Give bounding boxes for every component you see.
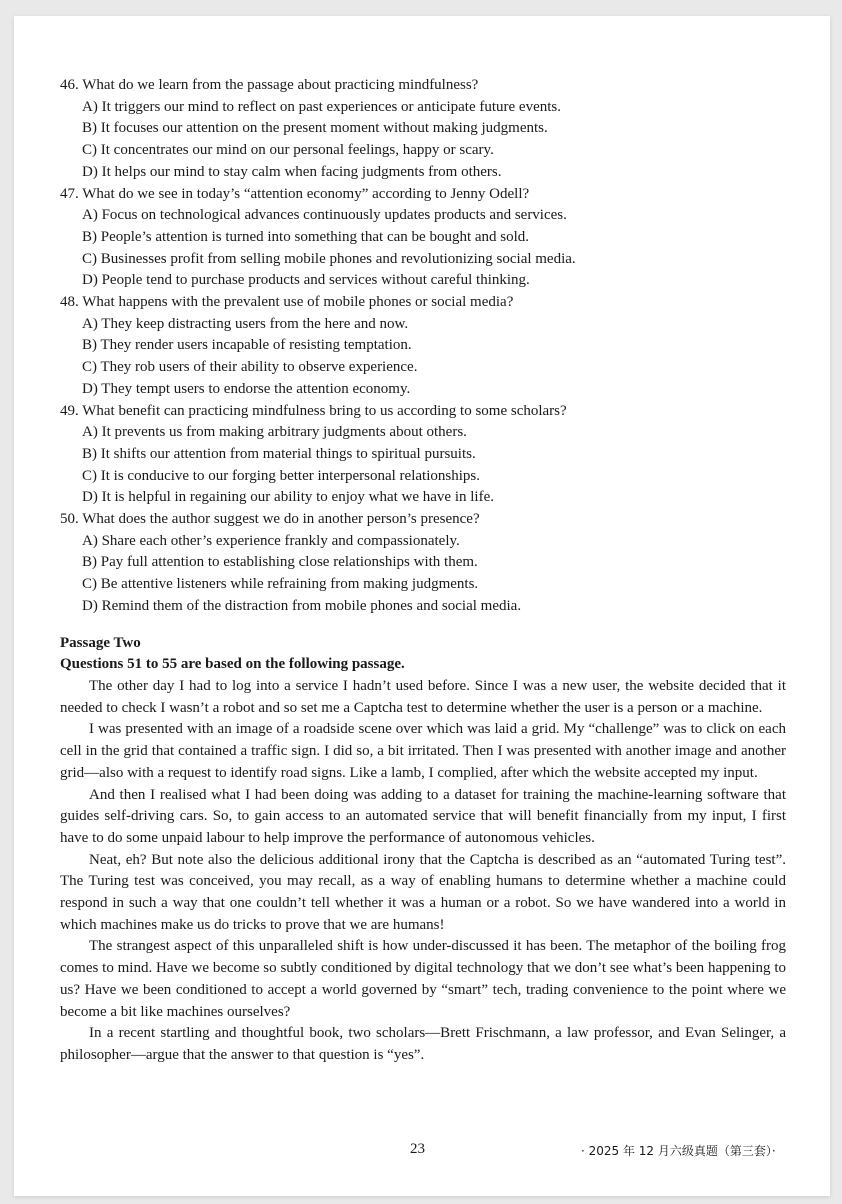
question-block	[60, 509, 786, 618]
passage-paragraph: The strangest aspect of this unparalleled shift is how under-discussed it has been. The metaphor of the boiling frog comes to mind. Have we become so subtly conditioned by digital technology that we don’t see what’s been happening to us? Have we been conditioned to accept a world governed by “smart” tech, trading convenience to the point where we become a bit like machines ourselves?	[60, 938, 786, 1020]
answer-option: D) They tempt users to endorse the attention economy.	[82, 380, 411, 397]
question-block	[60, 184, 786, 293]
page-sheet	[14, 16, 830, 1196]
question-stem: 47. What do we see in today’s “attention economy” according to Jenny Odell?	[60, 185, 530, 202]
passage-paragraph: I was presented with an image of a roadside scene over which was laid a grid. My “challenge” was to click on each cell in the grid that contained a traffic sign. I did so, a bit irritated. Then I was presented with another image and another grid—also with a request to identify road signs. Like a lamb, I complied, after which the website accepted my input.	[60, 721, 786, 781]
answer-option: B) Pay full attention to establishing close relationships with them.	[82, 554, 478, 571]
answer-option: A) It triggers our mind to reflect on past experiences or anticipate future events.	[82, 98, 561, 115]
answer-option: D) It helps our mind to stay calm when facing judgments from others.	[82, 163, 502, 180]
passage-body	[60, 676, 786, 1067]
question-block	[60, 401, 786, 510]
question-stem: 49. What benefit can practicing mindfulness bring to us according to some scholars?	[60, 402, 567, 419]
answer-option: D) It is helpful in regaining our ability to enjoy what we have in life.	[82, 489, 494, 506]
page-number: 23	[410, 1141, 425, 1157]
answer-option: C) It concentrates our mind on our personal feelings, happy or scary.	[82, 142, 494, 159]
answer-option: C) It is conducive to our forging better interpersonal relationships.	[82, 467, 480, 484]
passage-paragraph: In a recent startling and thoughtful book, two scholars—Brett Frischmann, a law professor, and Evan Selinger, a philosopher—argue that the answer to that question is “yes”.	[60, 1025, 786, 1063]
passage-paragraph: And then I realised what I had been doing was adding to a dataset for training the machine-learning software that guides self-driving cars. So, to gain access to an automated service that will benefit financially from my input, I first have to do some unpaid labour to help improve the performance of autonomous vehicles.	[60, 786, 786, 846]
question-block	[60, 292, 786, 401]
answer-option: B) People’s attention is turned into something that can be bought and sold.	[82, 228, 530, 245]
passage-paragraph: The other day I had to log into a service I hadn’t used before. Since I was a new user, the website decided that it needed to check I wasn’t a robot and so set me a Captcha test to determine whether the user is a person or a machine.	[60, 677, 786, 716]
answer-option: D) People tend to purchase products and services without careful thinking.	[82, 272, 530, 289]
page-content	[60, 75, 786, 1067]
exam-source-label: · 2025 年 12 月六级真题（第三套）·	[581, 1144, 776, 1158]
question-block	[60, 75, 786, 184]
answer-option: B) It focuses our attention on the present moment without making judgments.	[82, 120, 548, 137]
answer-option: D) Remind them of the distraction from mobile phones and social media.	[82, 597, 522, 614]
answer-option: C) Businesses profit from selling mobile phones and revolutionizing social media.	[82, 250, 576, 267]
passage-paragraph: Neat, eh? But note also the delicious additional irony that the Captcha is described as an “automated Turing test”. The Turing test was conceived, you may recall, as a way of enabling humans to determine whether a machine could respond in such a way that one couldn’t tell whether it was a human or a robot. So we have wandered into a world in which machines make us do tricks to prove that we are humans!	[60, 851, 786, 933]
question-stem: 48. What happens with the prevalent use of mobile phones or social media?	[60, 294, 514, 311]
answer-option: A) It prevents us from making arbitrary judgments about others.	[82, 424, 467, 441]
question-stem: 46. What do we learn from the passage about practicing mindfulness?	[60, 77, 479, 93]
answer-option: A) They keep distracting users from the here and now.	[82, 315, 409, 332]
passage-title: Passage Two	[60, 634, 141, 651]
passage-instruction: Questions 51 to 55 are based on the following passage.	[60, 656, 405, 673]
answer-option: A) Share each other’s experience frankly and compassionately.	[82, 532, 460, 549]
answer-option: C) Be attentive listeners while refraining from making judgments.	[82, 576, 479, 593]
answer-option: B) It shifts our attention from material things to spiritual pursuits.	[82, 445, 476, 462]
answer-option: C) They rob users of their ability to observe experience.	[82, 359, 418, 376]
answer-option: A) Focus on technological advances continuously updates products and services.	[82, 207, 567, 224]
answer-option: B) They render users incapable of resisting temptation.	[82, 337, 412, 354]
question-stem: 50. What does the author suggest we do in another person’s presence?	[60, 511, 480, 528]
